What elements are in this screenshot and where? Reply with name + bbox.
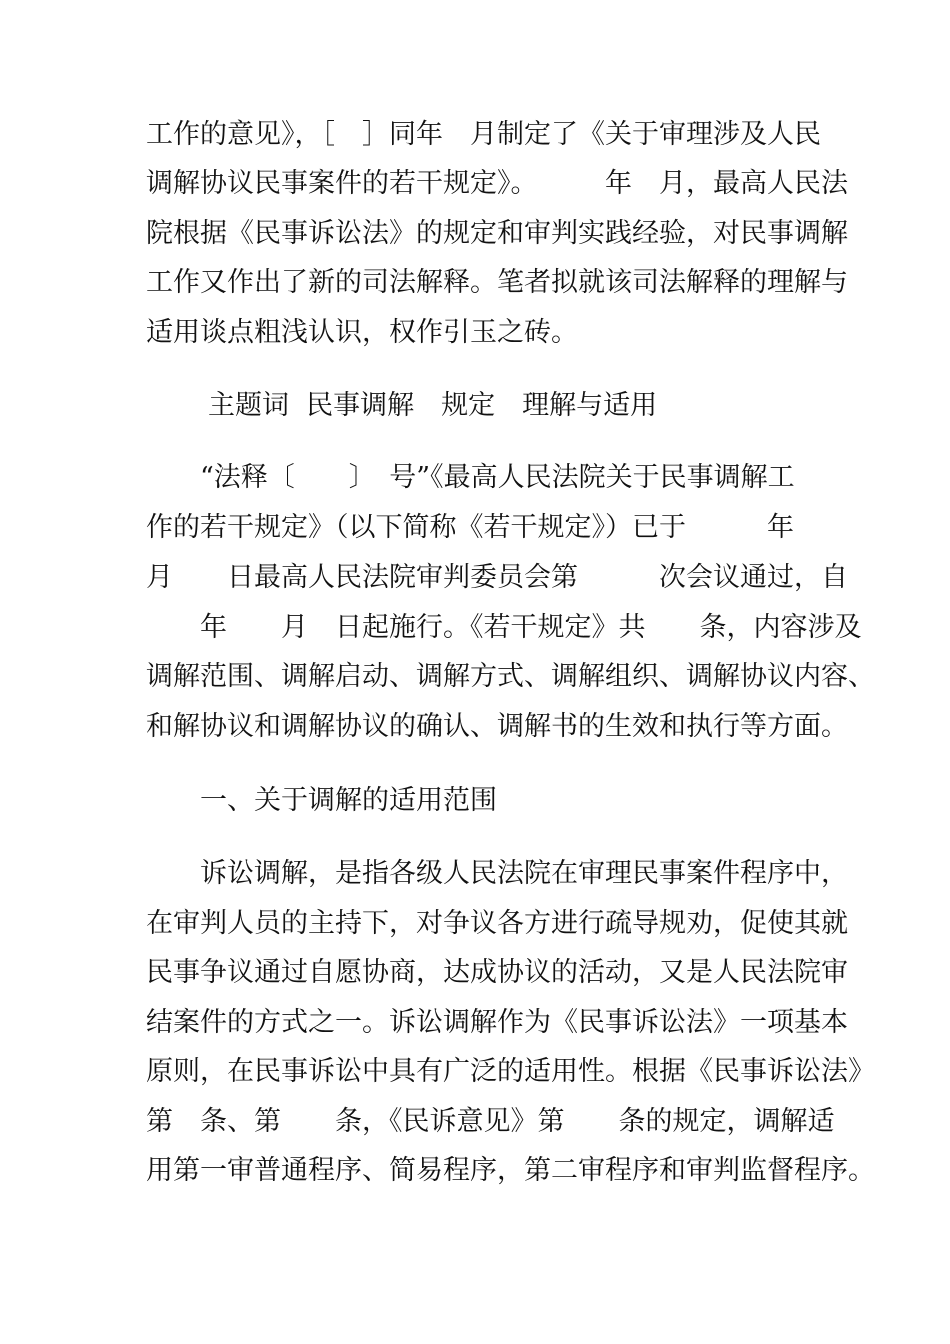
paragraph-line: 用第一审普通程序、简易程序，第二审程序和审判监督程序。: [146, 1155, 875, 1186]
paragraph-line: 适用谈点粗浅认识，权作引玉之砖。: [146, 317, 578, 348]
paragraph-line: 结案件的方式之一。诉讼调解作为《民事诉讼法》一项基本: [146, 1007, 848, 1038]
paragraph-line: 年 月 日起施行。《若干规定》共 条，内容涉及: [146, 612, 862, 643]
paragraph-line: 作的若干规定》（以下简称《若干规定》）已于 年: [146, 512, 794, 543]
paragraph-line: 第 条、第 条，《民诉意见》第 条的规定，调解适: [146, 1106, 835, 1137]
paragraph-line: 原则，在民事诉讼中具有广泛的适用性。根据《民事诉讼法》: [146, 1056, 875, 1087]
paragraph-line: 调解协议民事案件的若干规定》。 年 月，最高人民法: [146, 168, 848, 199]
paragraph-line: 调解范围、调解启动、调解方式、调解组织、调解协议内容、: [146, 661, 875, 692]
paragraph-line: 院根据《民事诉讼法》的规定和审判实践经验，对民事调解: [146, 218, 848, 249]
paragraph-line: “法释〔 〕 号”《最高人民法院关于民事调解工: [200, 462, 795, 493]
keywords-line: 主题词 民事调解 规定 理解与适用: [208, 390, 658, 421]
paragraph-line: 在审判人员的主持下，对争议各方进行疏导规劝，促使其就: [146, 908, 848, 939]
paragraph-line: 和解协议和调解协议的确认、调解书的生效和执行等方面。: [146, 711, 848, 742]
paragraph-line: 工作的意见》，［ ］同年 月制定了《关于审理涉及人民: [146, 119, 821, 150]
paragraph-line: 工作又作出了新的司法解释。笔者拟就该司法解释的理解与: [146, 267, 848, 298]
paragraph-line: 诉讼调解，是指各级人民法院在审理民事案件程序中，: [200, 858, 848, 889]
paragraph-line: 民事争议通过自愿协商，达成协议的活动，又是人民法院审: [146, 957, 848, 988]
paragraph-line: 月 日最高人民法院审判委员会第 次会议通过，自: [146, 562, 848, 593]
section-heading: 一、关于调解的适用范围: [200, 785, 497, 816]
